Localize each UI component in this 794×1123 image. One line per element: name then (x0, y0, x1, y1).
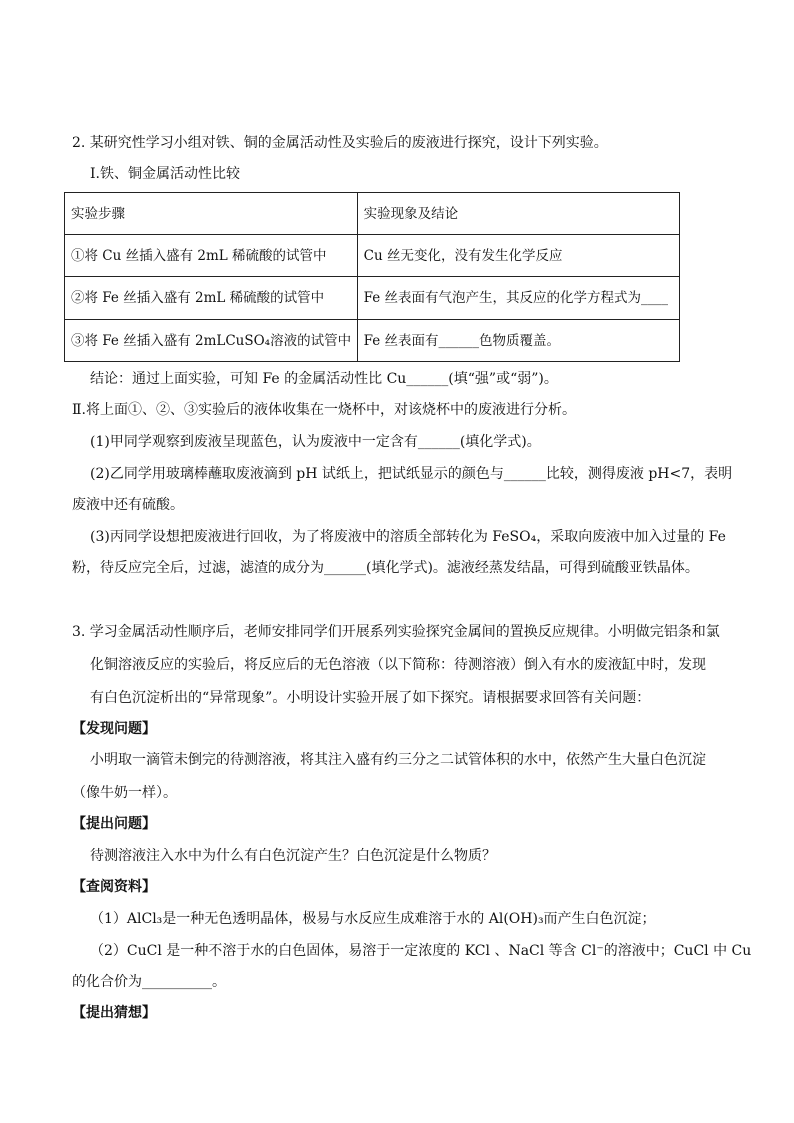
table-cell-step: ②将 Fe 丝插入盛有 2mL 稀硫酸的试管中 (65, 277, 358, 320)
table-cell-result: Fe 丝表面有______色物质覆盖。 (357, 320, 679, 362)
q2-part2-title: Ⅱ.将上面①、②、③实验后的液体收集在一烧杯中，对该烧杯中的废液进行分析。 (72, 402, 576, 418)
q2-item2-line2: 废液中还有硫酸。 (72, 497, 184, 513)
discover-line2: （像牛奶一样）。 (72, 785, 177, 801)
q2-intro: 2. 某研究性学习小组对铁、铜的金属活动性及实验后的废液进行探究，设计下列实验。 (72, 135, 608, 151)
table-cell-step: ①将 Cu 丝插入盛有 2mL 稀硫酸的试管中 (65, 235, 358, 277)
question-heading: 【提出问题】 (72, 816, 156, 832)
q2-item3-line2: 粉，待反应完全后，过滤，滤渣的成分为______(填化学式)。滤液经蒸发结晶，可得到硫酸亚铁晶体。 (72, 560, 699, 576)
ref2-line2: 的化合价为__________。 (72, 974, 226, 990)
q3-intro-line1: 3. 学习金属活动性顺序后，老师安排同学们开展系列实验探究金属间的置换反应规律。小明做完铝条和氯 (72, 624, 720, 640)
q2-item2-line1: (2)乙同学用玻璃棒蘸取废液滴到 pH 试纸上，把试纸显示的颜色与______比较，测得废液 pH<7，表明 (90, 466, 733, 482)
q2-part1-title: Ⅰ.铁、铜金属活动性比较 (90, 166, 240, 182)
q2-conclusion: 结论：通过上面实验，可知 Fe 的金属活动性比 Cu______(填“强”或“弱”)。 (90, 371, 558, 387)
table-header-row (65, 193, 680, 235)
table-cell-result: Fe 丝表面有气泡产生，其反应的化学方程式为____ (357, 277, 679, 320)
question-text: 待测溶液注入水中为什么有白色沉淀产生？白色沉淀是什么物质？ (90, 848, 496, 864)
table-cell-result: Cu 丝无变化，没有发生化学反应 (357, 235, 679, 277)
discover-line1: 小明取一滴管未倒完的待测溶液，将其注入盛有约三分之二试管体积的水中，依然产生大量白色沉淀 (90, 752, 706, 768)
table-header-results: 实验现象及结论 (357, 193, 679, 235)
refs-heading: 【查阅资料】 (72, 879, 156, 895)
ref2-line1: （2）CuCl 是一种不溶于水的白色固体，易溶于一定浓度的 KCl 、NaCl 等含 Cl⁻的溶液中；CuCl 中 Cu (90, 943, 752, 959)
table-row (65, 235, 680, 277)
table-row (65, 320, 680, 362)
table-row (65, 277, 680, 320)
q2-item3-line1: (3)丙同学设想把废液进行回收，为了将废液中的溶质全部转化为 FeSO₄，采取向废液中加入过量的 Fe (90, 529, 726, 545)
experiment-table (64, 192, 680, 362)
q3-intro-line2: 化铜溶液反应的实验后，将反应后的无色溶液（以下简称：待测溶液）倒入有水的废液缸中时，发现 (90, 657, 706, 673)
ref1: （1）AlCl₃是一种无色透明晶体，极易与水反应生成难溶于水的 Al(OH)₃而产生白色沉淀； (90, 911, 656, 927)
q2-item1: (1)甲同学观察到废液呈现蓝色，认为废液中一定含有______(填化学式)。 (90, 434, 541, 450)
discover-heading: 【发现问题】 (72, 721, 156, 737)
table-cell-step: ③将 Fe 丝插入盛有 2mLCuSO₄溶液的试管中 (65, 320, 358, 362)
q3-intro-line3: 有白色沉淀析出的“异常现象”。小明设计实验开展了如下探究。请根据要求回答有关问题： (90, 690, 651, 706)
guess-heading: 【提出猜想】 (72, 1005, 156, 1021)
table-header-steps: 实验步骤 (65, 193, 358, 235)
